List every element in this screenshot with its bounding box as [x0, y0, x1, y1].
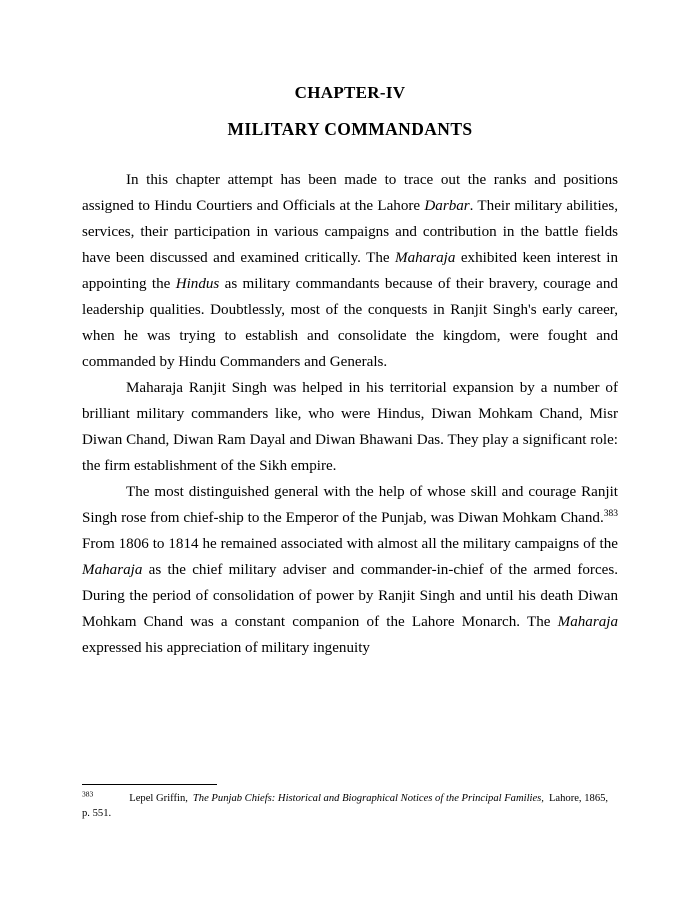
- p3-segment-1: The most distinguished general with the help of whose skill and courage Ranjit Singh rose from chief-ship to the Emperor of the Punjab, was Diwan Mohkam Chand.: [82, 483, 618, 526]
- p1-segment-1: In this chapter attempt has been made to trace out the ranks and positions assigned to Hindu Courtiers and Officials at the Lahore: [82, 171, 618, 214]
- paragraph-3: [82, 479, 618, 661]
- footnote-book-title: The Punjab Chiefs: Historical and Biographical Notices of the Principal Families,: [192, 793, 544, 804]
- paragraph-2: [82, 375, 618, 479]
- chapter-heading: CHAPTER-IV: [294, 83, 406, 102]
- p1-italic-hindus: Hindus: [175, 275, 220, 292]
- p1-italic-darbar: Darbar: [424, 197, 470, 214]
- footnote-number: 383: [82, 789, 94, 799]
- p2-segment-1: Maharaja Ranjit Singh was helped in his territorial expansion by a number of brilliant military commanders like, who were Hindus, Diwan Mohkam Chand, Misr Diwan Chand, Diwan Ram Dayal and Diwan Bhawani Das. They play a significant role: the firm establishment of the Sikh empire.: [82, 379, 618, 474]
- p3-segment-4: expressed his appreciation of military ingenuity: [82, 639, 370, 656]
- p3-segment-3: as the chief military adviser and commander-in-chief of the armed forces. During the period of consolidation of power by Ranjit Singh and until his death Diwan Mohkam Chand was a constant companion of the Lahore Monarch. The: [82, 561, 618, 630]
- p1-segment-3: exhibited keen interest in appointing the: [82, 249, 618, 292]
- chapter-title-heading: MILITARY COMMANDANTS: [227, 119, 473, 139]
- page-content: [82, 0, 618, 661]
- footnote-reference-marker[interactable]: 383: [603, 508, 618, 519]
- p3-italic-maharaja-1: Maharaja: [82, 561, 143, 578]
- p1-italic-maharaja: Maharaja: [395, 249, 456, 266]
- body-text: [82, 167, 618, 661]
- footnote-entry: [82, 789, 618, 821]
- p1-segment-2: . Their military abilities, services, their participation in various campaigns and contribution in the battle fields have been discussed and examined critically. The: [82, 197, 618, 266]
- paragraph-1: [82, 167, 618, 375]
- footnote-publication: Lahore, 1865, p. 551.: [82, 793, 609, 819]
- p1-segment-4: as military commandants because of their bravery, courage and leadership qualities. Doubtlessly, most of the conquests in Ranjit Singh's early career, when he was trying to establish and consolidate the kingdom, were fought and commanded by Hindu Commanders and Generals.: [82, 275, 618, 370]
- footnote-area: [82, 784, 618, 821]
- footnote-separator-rule: [82, 784, 217, 785]
- p3-italic-maharaja-2: Maharaja: [557, 613, 618, 630]
- footnote-author: Lepel Griffin,: [129, 793, 188, 804]
- p3-segment-2: From 1806 to 1814 he remained associated with almost all the military campaigns of the: [82, 535, 618, 552]
